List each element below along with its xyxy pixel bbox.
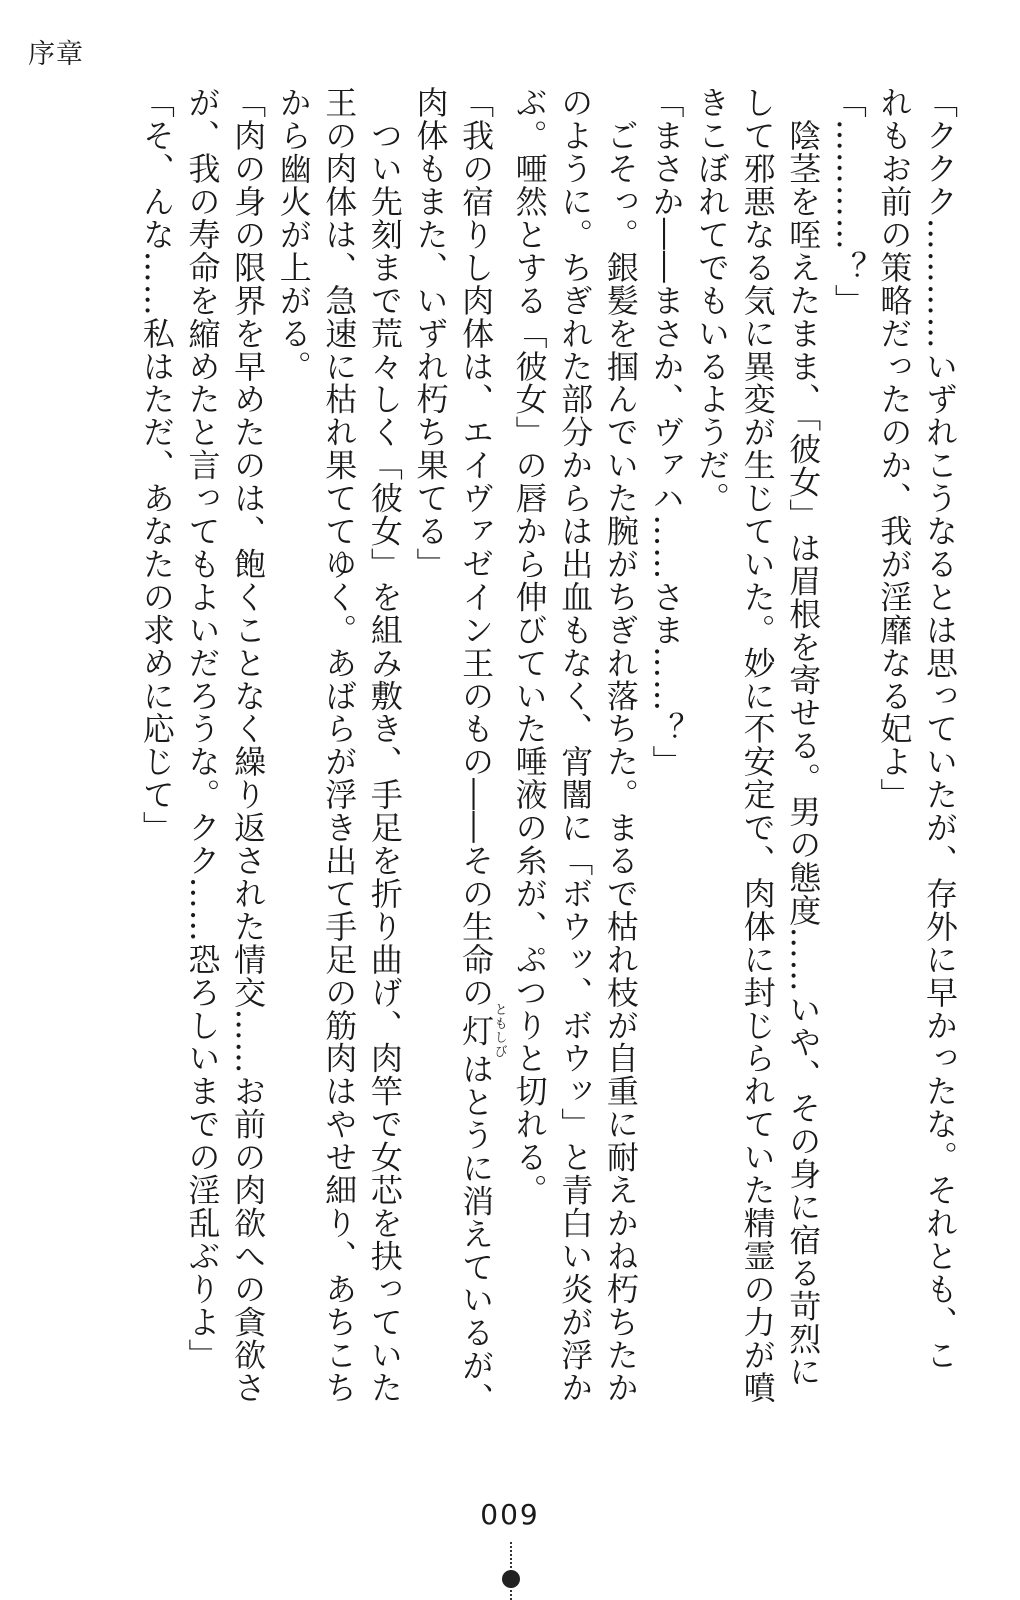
text-line-11-start: 「我の宿りし肉体は、エイヴァゼイン王のもの――その生命の xyxy=(457,86,496,1009)
text-line-2: れもお前の策略だったのか、我が淫靡なる妃よ」 xyxy=(875,86,914,811)
text-line-3: 「…………？」 xyxy=(829,86,868,317)
text-line-11-end: はとうに消えているが、 xyxy=(457,1052,496,1415)
text-line-4: 陰茎を咥えたまま、「彼女」は眉根を寄せる。男の態度……いや、その身に宿る苛烈に xyxy=(784,86,823,1388)
chapter-label: 序章 xyxy=(28,39,84,70)
text-line-9: のように。ちぎれた部分からは出血もなく、宵闇に「ボウッ、ボウッ」と青白い炎が浮か xyxy=(556,86,595,1404)
text-line-11 xyxy=(452,86,506,1491)
text-line-5: して邪悪なる気に異変が生じていた。妙に不安定で、肉体に封じられていた精霊の力が噴 xyxy=(738,86,777,1404)
page-number: 009 xyxy=(480,1498,540,1531)
text-line-1: 「ククク…………いずれこうなるとは思っていたが、存外に早かったな。それとも、こ xyxy=(921,86,959,1372)
ruby-reading: ともしび xyxy=(491,1002,507,1059)
text-line-14: 王の肉体は、急速に枯れ果ててゆく。あばらが浮き出て手足の筋肉はやせ細り、あちこち xyxy=(320,86,359,1404)
text-line-8: ごそっ。銀髪を掴んでいた腕がちぎれ落ちた。まるで枯れ枝が自重に耐えかね朽ちたか xyxy=(601,86,640,1404)
text-line-16: 「肉の身の限界を早めたのは、飽くことなく繰り返された情交……お前の肉欲への貪欲さ xyxy=(229,86,268,1404)
text-line-7: 「まさか――まさか、ヴァハ……さま……？」 xyxy=(647,86,686,778)
body-text xyxy=(133,86,962,1491)
text-line-12: 肉体もまた、いずれ朽ち果てる」 xyxy=(411,86,450,581)
ruby-word xyxy=(457,1002,507,1059)
text-line-18: 「そ、んな……私はただ、あなたの求めに応じて」 xyxy=(137,86,176,844)
text-line-15: から幽火が上がる。 xyxy=(274,86,313,383)
text-line-6: きこぼれてでもいるようだ。 xyxy=(693,86,732,515)
ruby-base: 灯 xyxy=(457,1002,496,1059)
text-line-10: ぶ。唖然とする「彼女」の唇から伸びていた唾液の糸が、ぷつりと切れる。 xyxy=(510,86,549,1207)
text-line-17: が、我の寿命を縮めたと言ってもよいだろうな。クク……恐ろしいまでの淫乱ぶりよ」 xyxy=(183,86,222,1372)
text-line-13: つい先刻まで荒々しく「彼女」を組み敷き、手足を折り曲げ、肉竿で女芯を抉っていた xyxy=(365,86,404,1404)
page-ornament-dot-icon xyxy=(502,1570,520,1588)
